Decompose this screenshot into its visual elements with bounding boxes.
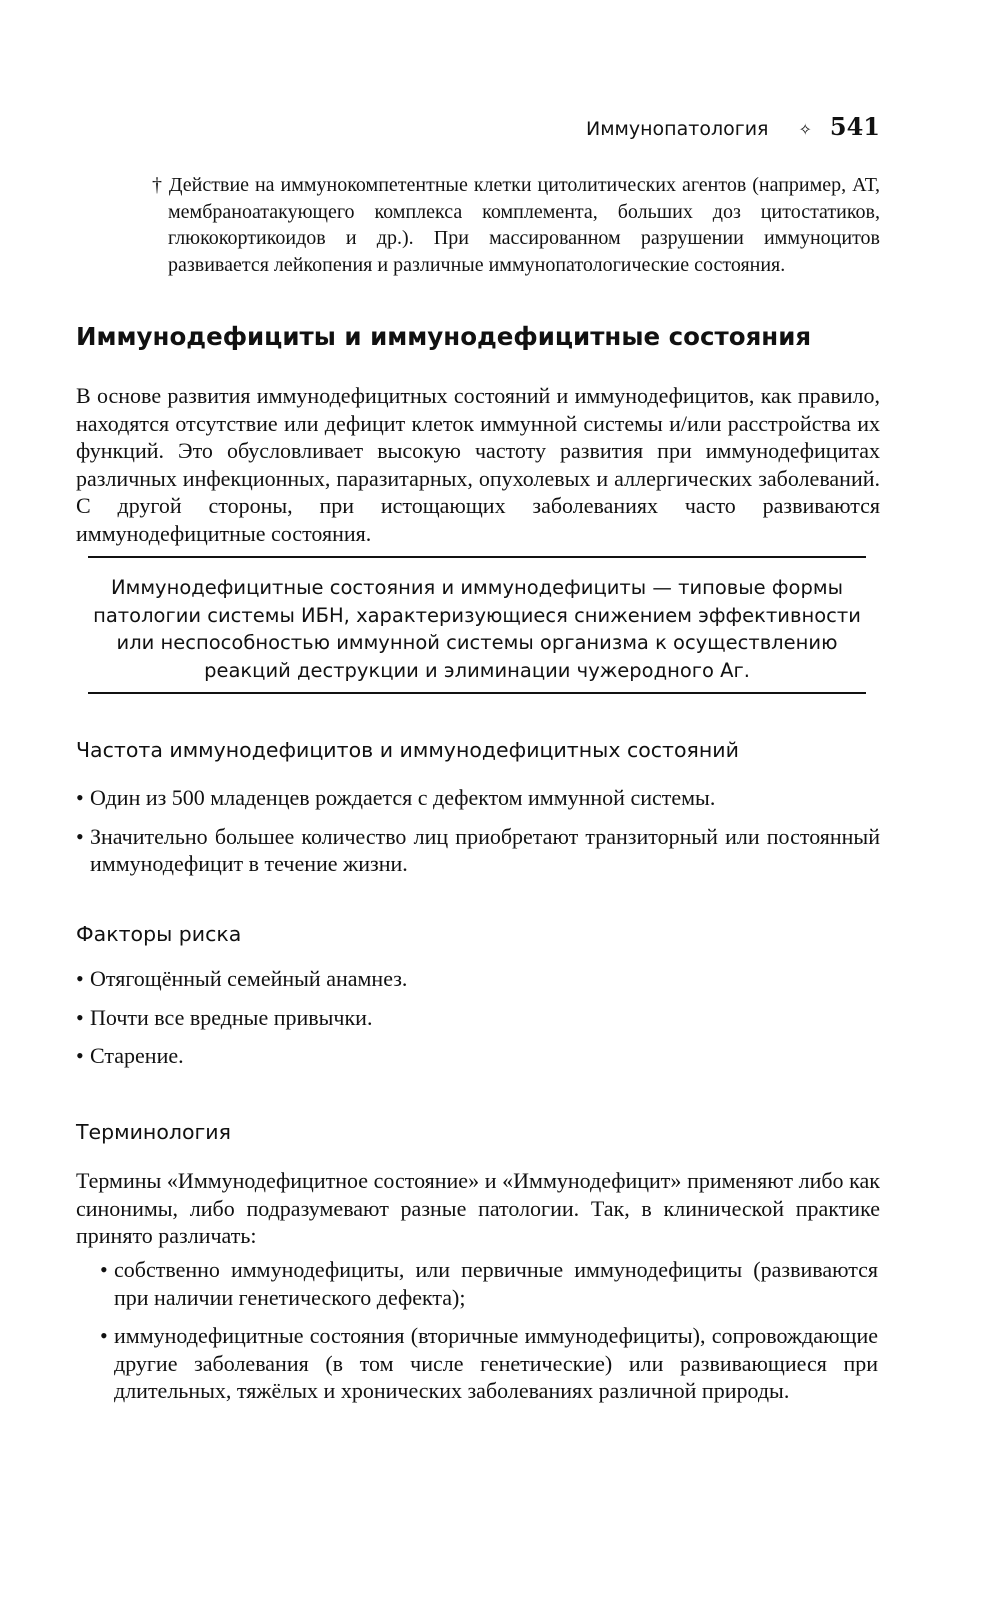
list-item: • иммунодефицитные состояния (вторичные иммунодефициты), сопровождающие другие заболевания (в том числе генетические) или развивающиеся при длительных, тяжёлых и хронических заболеваниях различной природы. — [100, 1323, 878, 1403]
bullet-icon: • — [100, 1257, 108, 1282]
frequency-heading: Частота иммунодефицитов и иммунодефицитных состояний — [76, 738, 739, 762]
footnote — [152, 172, 880, 278]
list-item: • Почти все вредные привычки. — [76, 1004, 373, 1030]
running-head-section: Иммунопатология — [586, 118, 769, 140]
list-item: • Старение. — [76, 1043, 184, 1068]
definition-box: Иммунодефицитные состояния и иммунодефициты — типовые формы патологии системы ИБН, характеризующиеся снижением эффективности или неспособностью иммунной системы организма к осуществлению реакций деструкции и элиминации чужеродного Аг. — [93, 576, 861, 682]
frequency-list — [76, 784, 880, 878]
terminology-list — [100, 1256, 878, 1405]
section-title: Иммунодефициты и иммунодефицитные состояния — [76, 322, 812, 351]
definition-bottom-rule — [88, 692, 866, 694]
risk-factors-heading: Факторы риска — [76, 922, 242, 946]
bullet-icon: • — [76, 785, 84, 810]
footnote-text: † Действие на иммунокомпетентные клетки цитолитических агентов (например, АТ, мембраноатакующего комплекса комплемента, больших доз цитостатиков, глюкокортикоидов и др.). При массированном разрушении иммуноцитов развивается лейкопения и различные иммунопатологические состояния. — [152, 174, 880, 276]
bullet-icon: • — [76, 823, 84, 849]
list-item: • Один из 500 младенцев рождается с дефектом иммунной системы. — [76, 785, 716, 810]
bullet-icon: • — [76, 1043, 84, 1068]
list-item: • Значительно большее количество лиц приобретают транзиторный или постоянный иммунодефицит в течение жизни. — [76, 823, 880, 876]
terminology-paragraph: Термины «Иммунодефицитное состояние» и «Иммунодефицит» применяют либо как синонимы, либо подразумевают разные патологии. Так, в клинической практике принято различать: — [76, 1168, 880, 1248]
list-item: • собственно иммунодефициты, или первичные иммунодефициты (развиваются при наличии генетического дефекта); — [100, 1257, 878, 1310]
risk-factors-list — [76, 965, 880, 1070]
list-item: • Отягощённый семейный анамнез. — [76, 966, 408, 991]
terminology-heading: Терминология — [76, 1120, 231, 1144]
bullet-icon: • — [76, 1004, 84, 1030]
bullet-icon: • — [76, 966, 84, 991]
diamond-separator-icon: ✧ — [798, 120, 812, 139]
definition-top-rule — [88, 556, 866, 558]
intro-paragraph: В основе развития иммунодефицитных состояний и иммунодефицитов, как правило, находятся отсутствие или дефицит клеток иммунной системы и/или расстройства их функций. Это обусловливает высокую частоту развития при иммунодефицитах различных инфекционных, паразитарных, опухолевых и аллергических заболеваний. С другой стороны, при истощающих заболеваниях часто развиваются иммунодефицитные состояния. — [76, 383, 880, 546]
page-number: 541 — [829, 112, 880, 141]
running-head — [560, 112, 880, 141]
bullet-icon: • — [100, 1323, 108, 1348]
